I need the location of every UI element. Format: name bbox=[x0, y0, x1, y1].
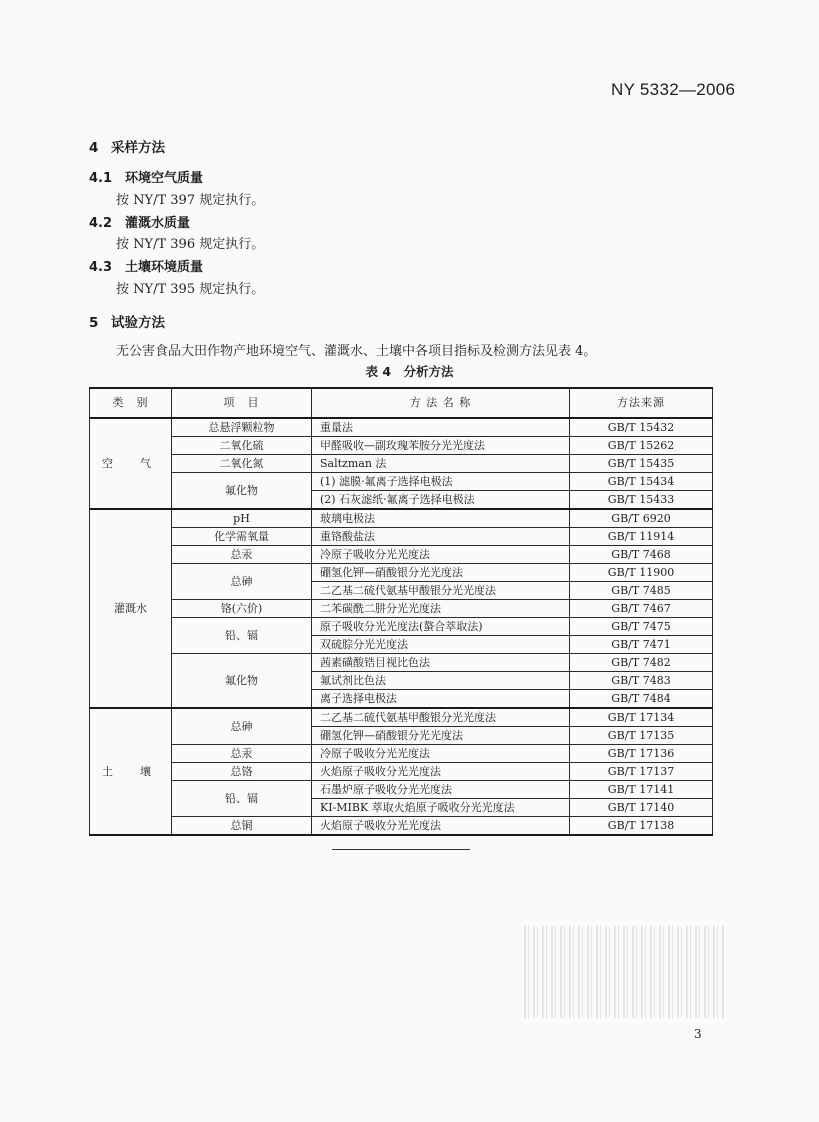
source-cell: GB/T 15432 bbox=[570, 418, 713, 437]
source-cell: GB/T 17138 bbox=[570, 817, 713, 836]
source-cell: GB/T 7482 bbox=[570, 654, 713, 672]
item-cell: 二氧化氮 bbox=[172, 455, 312, 473]
source-cell: GB/T 17141 bbox=[570, 781, 713, 799]
method-cell: 石墨炉原子吸收分光光度法 bbox=[312, 781, 570, 799]
table-row bbox=[90, 455, 713, 473]
analysis-methods-table bbox=[89, 387, 713, 836]
item-cell: 总铬 bbox=[172, 763, 312, 781]
method-cell: 重铬酸盐法 bbox=[312, 528, 570, 546]
method-cell: (2) 石灰滤纸·氟离子选择电极法 bbox=[312, 491, 570, 510]
table-caption: 表 4 分析方法 bbox=[365, 364, 454, 379]
method-cell: 离子选择电极法 bbox=[312, 690, 570, 709]
method-cell: 冷原子吸收分光光度法 bbox=[312, 546, 570, 564]
section-title: 灌溉水质量 bbox=[125, 216, 191, 231]
source-cell: GB/T 15433 bbox=[570, 491, 713, 510]
table-row bbox=[90, 546, 713, 564]
table-row bbox=[90, 817, 713, 836]
table-row bbox=[90, 763, 713, 781]
source-cell: GB/T 7468 bbox=[570, 546, 713, 564]
source-cell: GB/T 15434 bbox=[570, 473, 713, 491]
table-row bbox=[90, 418, 713, 437]
method-cell: 硼氢化钾—硝酸银分光光度法 bbox=[312, 564, 570, 582]
table-row bbox=[90, 564, 713, 582]
method-cell: 双硫腙分光光度法 bbox=[312, 636, 570, 654]
category-air: 空 气 bbox=[90, 418, 172, 509]
table-row bbox=[90, 437, 713, 455]
table-row bbox=[90, 745, 713, 763]
source-cell: GB/T 11900 bbox=[570, 564, 713, 582]
table-row bbox=[90, 708, 713, 727]
method-cell: 冷原子吸收分光光度法 bbox=[312, 745, 570, 763]
item-cell: 铅、镉 bbox=[172, 781, 312, 817]
section-title: 环境空气质量 bbox=[125, 171, 204, 186]
source-cell: GB/T 11914 bbox=[570, 528, 713, 546]
source-cell: GB/T 7471 bbox=[570, 636, 713, 654]
source-cell: GB/T 7475 bbox=[570, 618, 713, 636]
method-cell: 二苯碳酰二肼分光光度法 bbox=[312, 600, 570, 618]
barcode-bleedthrough bbox=[524, 926, 726, 1018]
table-row bbox=[90, 654, 713, 672]
item-cell: 总砷 bbox=[172, 564, 312, 600]
item-cell: 总汞 bbox=[172, 546, 312, 564]
category-water: 灌溉水 bbox=[90, 509, 172, 708]
item-cell: 铅、镉 bbox=[172, 618, 312, 654]
page-number: 3 bbox=[694, 1027, 702, 1041]
header-category: 类 别 bbox=[90, 388, 172, 418]
section-number: 4 bbox=[89, 140, 99, 156]
standard-number: NY 5332—2006 bbox=[611, 80, 736, 99]
source-cell: GB/T 7484 bbox=[570, 690, 713, 709]
item-cell: 化学需氧量 bbox=[172, 528, 312, 546]
source-cell: GB/T 17137 bbox=[570, 763, 713, 781]
method-cell: 原子吸收分光光度法(螯合萃取法) bbox=[312, 618, 570, 636]
section-title: 土壤环境质量 bbox=[125, 260, 204, 275]
item-cell: 总汞 bbox=[172, 745, 312, 763]
table-row bbox=[90, 473, 713, 491]
table-row bbox=[90, 600, 713, 618]
source-cell: GB/T 15262 bbox=[570, 437, 713, 455]
header-item: 项 目 bbox=[172, 388, 312, 418]
section-title: 试验方法 bbox=[111, 315, 165, 331]
source-cell: GB/T 17135 bbox=[570, 727, 713, 745]
header-source: 方法来源 bbox=[570, 388, 713, 418]
source-cell: GB/T 15435 bbox=[570, 455, 713, 473]
method-cell: 二乙基二硫代氨基甲酸银分光光度法 bbox=[312, 708, 570, 727]
source-cell: GB/T 17134 bbox=[570, 708, 713, 727]
method-cell: 氟试剂比色法 bbox=[312, 672, 570, 690]
method-cell: 甲醛吸收—副玫瑰苯胺分光光度法 bbox=[312, 437, 570, 455]
source-cell: GB/T 6920 bbox=[570, 509, 713, 528]
section-number: 4.3 bbox=[89, 260, 113, 275]
end-rule bbox=[332, 849, 470, 850]
source-cell: GB/T 7483 bbox=[570, 672, 713, 690]
method-cell: 二乙基二硫代氨基甲酸银分光光度法 bbox=[312, 582, 570, 600]
method-cell: 茜素磺酸锆目视比色法 bbox=[312, 654, 570, 672]
source-cell: GB/T 17136 bbox=[570, 745, 713, 763]
item-cell: 氟化物 bbox=[172, 654, 312, 709]
source-cell: GB/T 7485 bbox=[570, 582, 713, 600]
item-cell: pH bbox=[172, 509, 312, 528]
section-4-1-heading bbox=[89, 167, 203, 186]
item-cell: 总砷 bbox=[172, 708, 312, 745]
section-title: 采样方法 bbox=[111, 140, 165, 156]
method-cell: (1) 滤膜·氟离子选择电极法 bbox=[312, 473, 570, 491]
section-5-body: 无公害食品大田作物产地环境空气、灌溉水、土壤中各项目指标及检测方法见表 4。 bbox=[116, 344, 597, 359]
item-cell: 氟化物 bbox=[172, 473, 312, 510]
category-soil: 土 壤 bbox=[90, 708, 172, 835]
table-row bbox=[90, 618, 713, 636]
method-cell: 玻璃电极法 bbox=[312, 509, 570, 528]
table-header-row bbox=[90, 388, 713, 418]
source-cell: GB/T 7467 bbox=[570, 600, 713, 618]
table-row bbox=[90, 781, 713, 799]
item-cell: 总铜 bbox=[172, 817, 312, 836]
item-cell: 总悬浮颗粒物 bbox=[172, 418, 312, 437]
section-4-2-body: 按 NY/T 396 规定执行。 bbox=[116, 237, 265, 252]
table-row bbox=[90, 528, 713, 546]
section-5-heading bbox=[89, 311, 165, 331]
section-4-3-heading bbox=[89, 256, 203, 275]
header-method: 方 法 名 称 bbox=[312, 388, 570, 418]
item-cell: 二氧化硫 bbox=[172, 437, 312, 455]
section-number: 4.2 bbox=[89, 216, 113, 231]
table-row bbox=[90, 509, 713, 528]
item-cell: 铬(六价) bbox=[172, 600, 312, 618]
method-cell: 火焰原子吸收分光光度法 bbox=[312, 763, 570, 781]
section-number: 4.1 bbox=[89, 171, 113, 186]
method-cell: 火焰原子吸收分光光度法 bbox=[312, 817, 570, 836]
method-cell: Saltzman 法 bbox=[312, 455, 570, 473]
section-4-heading bbox=[89, 136, 165, 156]
section-4-3-body: 按 NY/T 395 规定执行。 bbox=[116, 282, 265, 297]
section-4-2-heading bbox=[89, 212, 190, 231]
source-cell: GB/T 17140 bbox=[570, 799, 713, 817]
section-4-1-body: 按 NY/T 397 规定执行。 bbox=[116, 193, 265, 208]
method-cell: 重量法 bbox=[312, 418, 570, 437]
method-cell: 硼氢化钾—硝酸银分光光度法 bbox=[312, 727, 570, 745]
section-number: 5 bbox=[89, 315, 99, 331]
method-cell: KI-MIBK 萃取火焰原子吸收分光光度法 bbox=[312, 799, 570, 817]
